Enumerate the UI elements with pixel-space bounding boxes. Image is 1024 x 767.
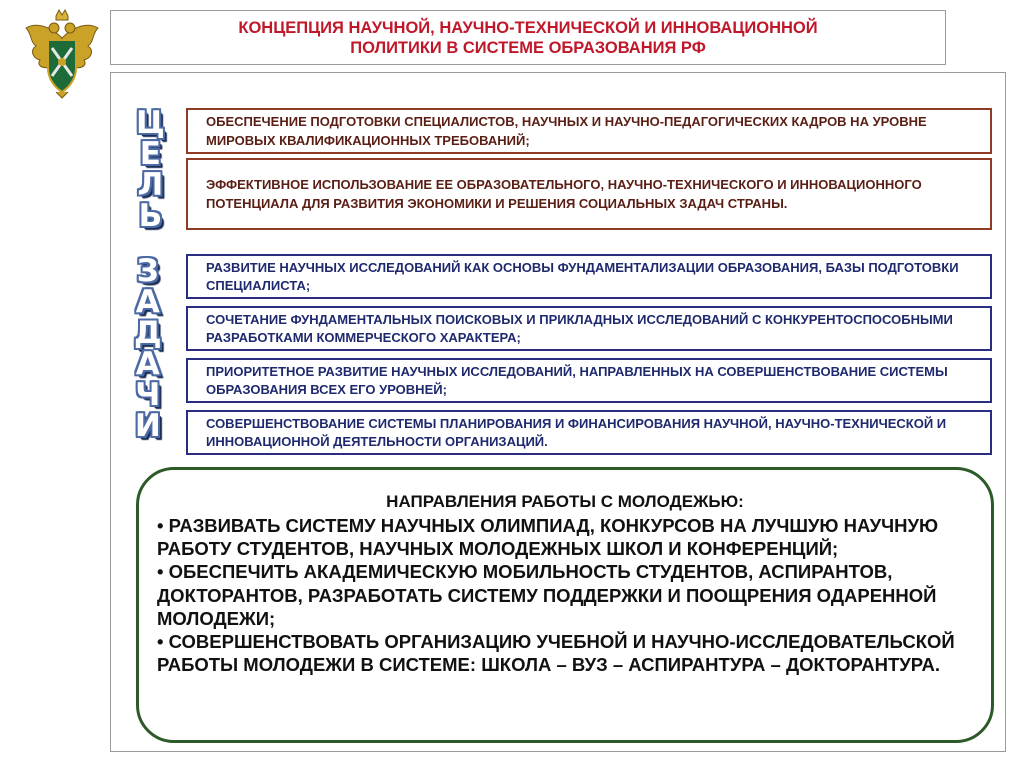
- task-item: РАЗВИТИЕ НАУЧНЫХ ИССЛЕДОВАНИЙ КАК ОСНОВЫ ФУНДАМЕНТАЛИЗАЦИИ ОБРАЗОВАНИЯ, БАЗЫ ПОДГОТОВКИ СПЕЦИАЛИСТА;: [186, 254, 992, 299]
- page-title-line-2: ПОЛИТИКИ В СИСТЕМЕ ОБРАЗОВАНИЯ РФ: [350, 38, 706, 57]
- youth-heading: НАПРАВЛЕНИЯ РАБОТЫ С МОЛОДЕЖЬЮ:: [386, 492, 744, 511]
- goal-item: ОБЕСПЕЧЕНИЕ ПОДГОТОВКИ СПЕЦИАЛИСТОВ, НАУЧНЫХ И НАУЧНО-ПЕДАГОГИЧЕСКИХ КАДРОВ НА УРОВНЕ МИРОВЫХ КВАЛИФИКАЦИОННЫХ ТРЕБОВАНИЙ;: [186, 108, 992, 154]
- tasks-side-label: [134, 253, 162, 444]
- tasks-letter: З: [136, 253, 159, 289]
- task-item: СОЧЕТАНИЕ ФУНДАМЕНТАЛЬНЫХ ПОИСКОВЫХ И ПРИКЛАДНЫХ ИССЛЕДОВАНИЙ С КОНКУРЕНТОСПОСОБНЫМИ РАЗРАБОТКАМИ КОММЕРЧЕСКОГО ХАРАКТЕРА;: [186, 306, 992, 351]
- goal-letter: Ь: [138, 198, 163, 234]
- tasks-letter: А: [135, 284, 160, 320]
- goal-letter: Е: [139, 136, 161, 172]
- coat-of-arms-icon: [22, 8, 102, 100]
- page-title-line-1: КОНЦЕПЦИЯ НАУЧНОЙ, НАУЧНО-ТЕХНИЧЕСКОЙ И ИННОВАЦИОННОЙ: [238, 18, 818, 37]
- tasks-letter: И: [134, 408, 161, 444]
- youth-list-item: • ОБЕСПЕЧИТЬ АКАДЕМИЧЕСКУЮ МОБИЛЬНОСТЬ СТУДЕНТОВ, АСПИРАНТОВ, ДОКТОРАНТОВ, РАЗРАБОТАТЬ СИСТЕМУ ПОДДЕРЖКИ И ПООЩРЕНИЯ ОДАРЕННОЙ МОЛОДЕЖИ;: [157, 561, 937, 629]
- title-banner: [110, 10, 946, 65]
- youth-list: [157, 514, 977, 676]
- goal-letter: Ц: [136, 105, 165, 141]
- goal-item: ЭФФЕКТИВНОЕ ИСПОЛЬЗОВАНИЕ ЕЕ ОБРАЗОВАТЕЛЬНОГО, НАУЧНО-ТЕХНИЧЕСКОГО И ИННОВАЦИОННОГО ПОТЕНЦИАЛА ДЛЯ РАЗВИТИЯ ЭКОНОМИКИ И РЕШЕНИЯ СОЦИАЛЬНЫХ ЗАДАЧ СТРАНЫ.: [186, 158, 992, 230]
- youth-list-item: • СОВЕРШЕНСТВОВАТЬ ОРГАНИЗАЦИЮ УЧЕБНОЙ И НАУЧНО-ИССЛЕДОВАТЕЛЬСКОЙ РАБОТЫ МОЛОДЕЖИ В СИСТЕМЕ: ШКОЛА – ВУЗ – АСПИРАНТУРА – ДОКТОРАНТУРА.: [157, 631, 955, 676]
- goal-letter: Л: [137, 167, 164, 203]
- tasks-letter: А: [135, 346, 160, 382]
- tasks-letter: Ч: [135, 377, 161, 413]
- youth-directions-box: [136, 467, 994, 743]
- task-item: ПРИОРИТЕТНОЕ РАЗВИТИЕ НАУЧНЫХ ИССЛЕДОВАНИЙ, НАПРАВЛЕННЫХ НА СОВЕРШЕНСТВОВАНИЕ СИСТЕМЫ ОБРАЗОВАНИЯ ВСЕХ ЕГО УРОВНЕЙ;: [186, 358, 992, 403]
- goal-side-label: [136, 105, 165, 234]
- tasks-letter: Д: [134, 315, 162, 351]
- youth-list-item: • РАЗВИВАТЬ СИСТЕМУ НАУЧНЫХ ОЛИМПИАД, КОНКУРСОВ НА ЛУЧШУЮ НАУЧНУЮ РАБОТУ СТУДЕНТОВ, НАУЧНЫХ МОЛОДЕЖНЫХ ШКОЛ И КОНФЕРЕНЦИЙ;: [157, 515, 939, 560]
- task-item: СОВЕРШЕНСТВОВАНИЕ СИСТЕМЫ ПЛАНИРОВАНИЯ И ФИНАНСИРОВАНИЯ НАУЧНОЙ, НАУЧНО-ТЕХНИЧЕСКОЙ И ИННОВАЦИОННОЙ ДЕЯТЕЛЬНОСТИ ОРГАНИЗАЦИЙ.: [186, 410, 992, 455]
